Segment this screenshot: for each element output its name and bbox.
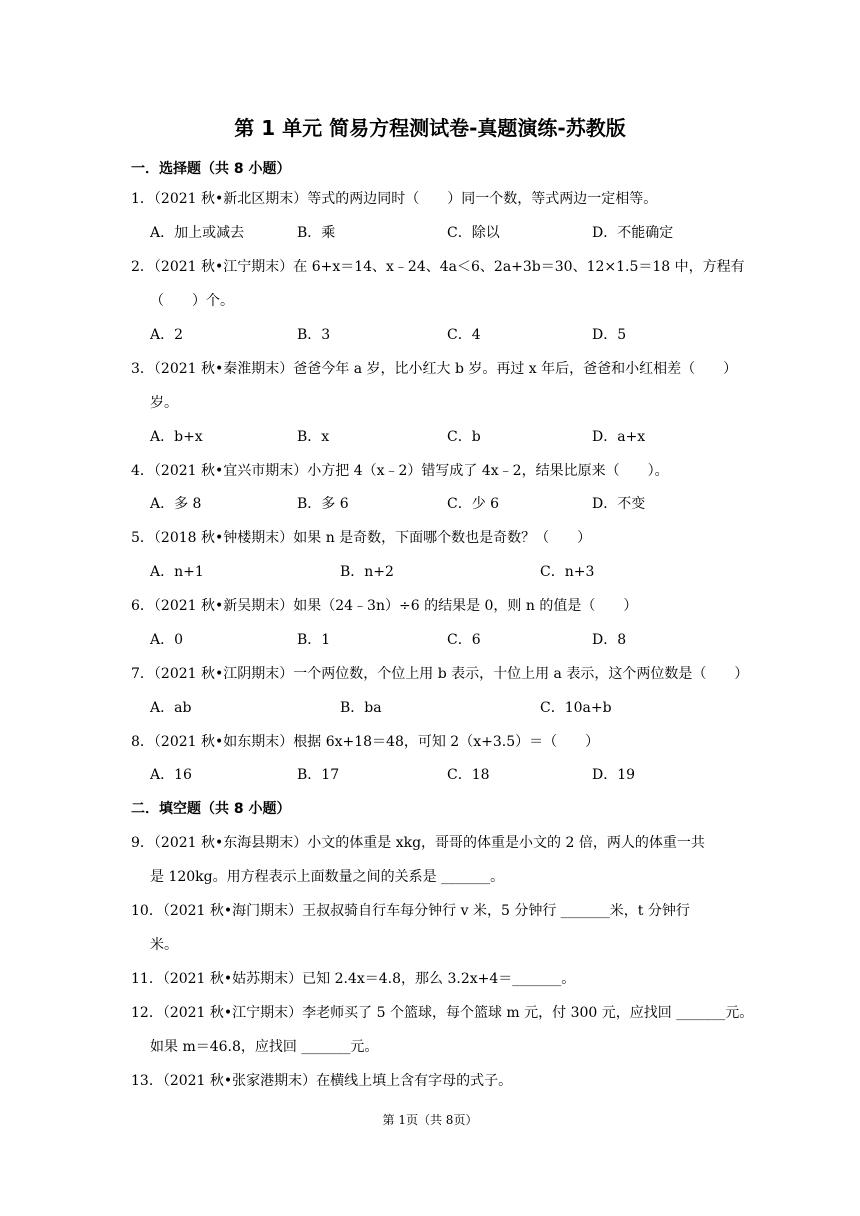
question-2: 2．（2021 秋•江宁期末）在 6+x＝14、x﹣24、4a＜6、2a+3b＝30、12×1.5＝18 中，方程有: [131, 259, 745, 275]
option-a: A．2: [150, 327, 184, 343]
question-4: 4．（2021 秋•宜兴市期末）小方把 4（x﹣2）错写成了 4x﹣2，结果比原来（ ）。: [131, 463, 669, 479]
question-13: 13．（2021 秋•张家港期末）在横线上填上含有字母的式子。: [131, 1073, 513, 1089]
option-c: C．10a+b: [540, 700, 612, 716]
option-b: B．ba: [340, 700, 382, 716]
question-9: 9．（2021 秋•东海县期末）小文的体重是 xkg，哥哥的体重是小文的 2 倍，两人的体重一共: [131, 835, 705, 851]
option-c: C．n+3: [540, 564, 595, 580]
option-b: B．17: [297, 767, 340, 783]
question-2-options: [150, 324, 730, 346]
question-1-options: [150, 222, 730, 244]
question-8: 8．（2021 秋•如东期末）根据 6x+18＝48，可知 2（x+3.5）＝（ ）: [131, 734, 600, 750]
question-3-options: [150, 426, 730, 448]
option-b: B．n+2: [340, 564, 394, 580]
option-c: C．4: [447, 327, 481, 343]
question-4-options: [150, 493, 730, 515]
option-b: B．1: [297, 632, 331, 648]
page-title: 第 1 单元 简易方程测试卷-真题演练-苏教版: [234, 116, 626, 140]
option-a: A．0: [150, 632, 184, 648]
question-1: 1．（2021 秋•新北区期末）等式的两边同时（ ）同一个数，等式两边一定相等。: [131, 191, 658, 207]
option-b: B．乘: [297, 225, 336, 241]
option-d: D．19: [592, 767, 636, 783]
question-9-line-2: 是 120kg。用方程表示上面数量之间的关系是 _______。: [150, 869, 505, 885]
option-b: B．x: [297, 429, 330, 445]
option-d: D．a+x: [592, 429, 646, 445]
option-a: A．ab: [150, 700, 192, 716]
option-d: D．5: [592, 327, 627, 343]
question-10: 10．（2021 秋•海门期末）王叔叔骑自行车每分钟行 v 米，5 分钟行 _______米，t 分钟行: [131, 903, 690, 919]
option-b: B．多 6: [297, 496, 349, 512]
question-7-options: [150, 697, 730, 719]
option-a: A．16: [150, 767, 192, 783]
question-5: 5．（2018 秋•钟楼期末）如果 n 是奇数，下面哪个数也是奇数？（ ）: [131, 530, 592, 546]
option-a: A．加上或减去: [150, 225, 245, 241]
section-heading-choice: 一．选择题（共 8 小题）: [131, 161, 291, 177]
option-c: C．少 6: [447, 496, 500, 512]
option-d: D．不能确定: [592, 225, 674, 241]
section-heading-fill: 二．填空题（共 8 小题）: [131, 801, 291, 817]
question-10-line-2: 米。: [150, 937, 178, 953]
question-6: 6．（2021 秋•新吴期末）如果（24﹣3n）÷6 的结果是 0，则 n 的值是（ ）: [131, 598, 638, 614]
question-5-options: [150, 561, 730, 583]
option-a: A．n+1: [150, 564, 204, 580]
option-c: C．18: [447, 767, 490, 783]
option-c: C．b: [447, 429, 481, 445]
question-12: 12．（2021 秋•江宁期末）李老师买了 5 个篮球，每个篮球 m 元，付 300 元，应找回 _______元。: [131, 1005, 754, 1021]
option-b: B．3: [297, 327, 331, 343]
question-2-line-2: （ ）个。: [150, 293, 234, 309]
question-3: 3．（2021 秋•秦淮期末）爸爸今年 a 岁，比小红大 b 岁。再过 x 年后，爸爸和小红相差（ ）: [131, 361, 738, 377]
question-3-line-2: 岁。: [150, 395, 178, 411]
question-11: 11．（2021 秋•姑苏期末）已知 2.4x＝4.8，那么 3.2x+4＝_______。: [131, 971, 576, 987]
option-d: D．8: [592, 632, 627, 648]
option-a: A．多 8: [150, 496, 202, 512]
question-6-options: [150, 629, 730, 651]
question-8-options: [150, 764, 730, 786]
option-c: C．除以: [447, 225, 500, 241]
option-a: A．b+x: [150, 429, 203, 445]
question-12-line-2: 如果 m＝46.8，应找回 _______元。: [150, 1039, 379, 1055]
question-7: 7．（2021 秋•江阴期末）一个两位数，个位上用 b 表示，十位上用 a 表示，这个两位数是（ ）: [131, 666, 749, 682]
option-c: C．6: [447, 632, 481, 648]
page-footer: 第 1页（共 8页）: [382, 1113, 478, 1127]
option-d: D．不变: [592, 496, 646, 512]
